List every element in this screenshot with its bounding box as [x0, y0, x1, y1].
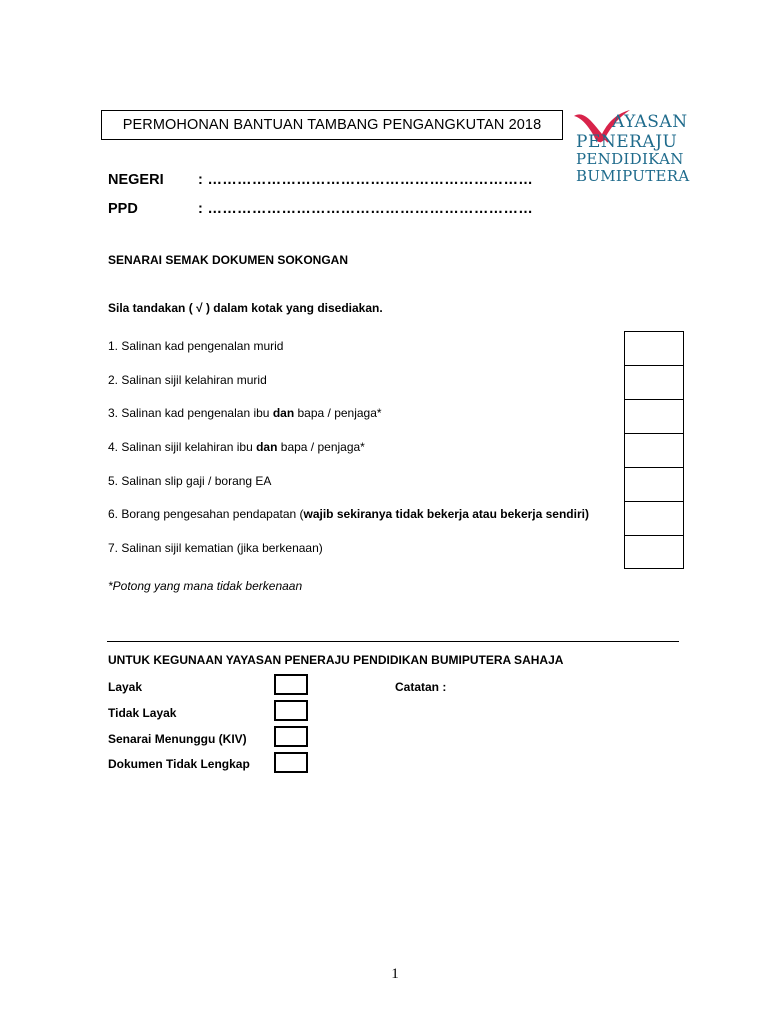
- item-text: 7. Salinan sijil kematian (jika berkenaan): [108, 541, 323, 555]
- status-label-dokumen-tidak-lengkap: Dokumen Tidak Lengkap: [108, 757, 250, 771]
- section-divider: [107, 641, 679, 642]
- checklist-item: [108, 507, 589, 521]
- item-text-tail: bapa / penjaga*: [294, 406, 382, 420]
- negeri-label: NEGERI: [108, 172, 164, 188]
- ppd-field[interactable]: : …………………………………………………………: [198, 201, 534, 217]
- status-checkbox-kiv[interactable]: [274, 726, 308, 747]
- checklist-item: [108, 440, 365, 454]
- negeri-field[interactable]: : …………………………………………………………: [198, 172, 534, 188]
- checkbox-item-4[interactable]: [624, 433, 684, 467]
- status-checkbox-dokumen-tidak-lengkap[interactable]: [274, 752, 308, 773]
- checklist-item: [108, 406, 382, 420]
- logo-line-2: PENERAJU: [576, 132, 678, 152]
- status-label-tidak-layak: Tidak Layak: [108, 706, 177, 720]
- office-use-heading: UNTUK KEGUNAAN YAYASAN PENERAJU PENDIDIKAN BUMIPUTERA SAHAJA: [108, 653, 564, 667]
- yayasan-peneraju-logo: [570, 108, 690, 194]
- checkbox-item-1[interactable]: [624, 331, 684, 365]
- checklist-item: [108, 474, 271, 488]
- ppd-label: PPD: [108, 201, 138, 217]
- checkbox-item-2[interactable]: [624, 365, 684, 399]
- page-number: 1: [391, 966, 399, 982]
- item-text: 2. Salinan sijil kelahiran murid: [108, 373, 267, 387]
- checkbox-item-7[interactable]: [624, 535, 684, 569]
- status-checkbox-layak[interactable]: [274, 674, 308, 695]
- status-label-kiv: Senarai Menunggu (KIV): [108, 732, 247, 746]
- checkbox-item-5[interactable]: [624, 467, 684, 501]
- remarks-label: Catatan :: [395, 680, 447, 694]
- logo-line-3: PENDIDIKAN: [576, 150, 684, 168]
- item-emphasis: wajib sekiranya tidak bekerja atau bekerja sendiri): [303, 507, 589, 521]
- checkbox-item-6[interactable]: [624, 501, 684, 535]
- status-label-layak: Layak: [108, 680, 143, 694]
- checklist-instruction: Sila tandakan ( √ ) dalam kotak yang disediakan.: [108, 301, 383, 315]
- item-text: 6. Borang pengesahan pendapatan (: [108, 507, 304, 521]
- form-title: [101, 110, 563, 140]
- logo-line-1: AYASAN: [612, 112, 688, 132]
- item-text: 5. Salinan slip gaji / borang EA: [108, 474, 272, 488]
- checklist-item: [108, 339, 283, 353]
- footnote: *Potong yang mana tidak berkenaan: [108, 579, 303, 593]
- checklist-item: [108, 373, 267, 387]
- item-emphasis: dan: [272, 406, 295, 420]
- item-emphasis: dan: [256, 440, 278, 454]
- checklist-checkbox-column: [624, 331, 684, 569]
- item-text: 3. Salinan kad pengenalan ibu: [108, 406, 273, 420]
- checkbox-item-3[interactable]: [624, 399, 684, 433]
- checklist-heading: SENARAI SEMAK DOKUMEN SOKONGAN: [108, 253, 349, 267]
- item-text-tail: bapa / penjaga*: [277, 440, 365, 454]
- status-checkbox-tidak-layak[interactable]: [274, 700, 308, 721]
- item-text: 4. Salinan sijil kelahiran ibu: [108, 440, 257, 454]
- checklist-item: [108, 541, 323, 555]
- item-text: 1. Salinan kad pengenalan murid: [108, 339, 284, 353]
- logo-line-4: BUMIPUTERA: [576, 167, 690, 185]
- form-title-text: PERMOHONAN BANTUAN TAMBANG PENGANGKUTAN 2018: [122, 117, 542, 133]
